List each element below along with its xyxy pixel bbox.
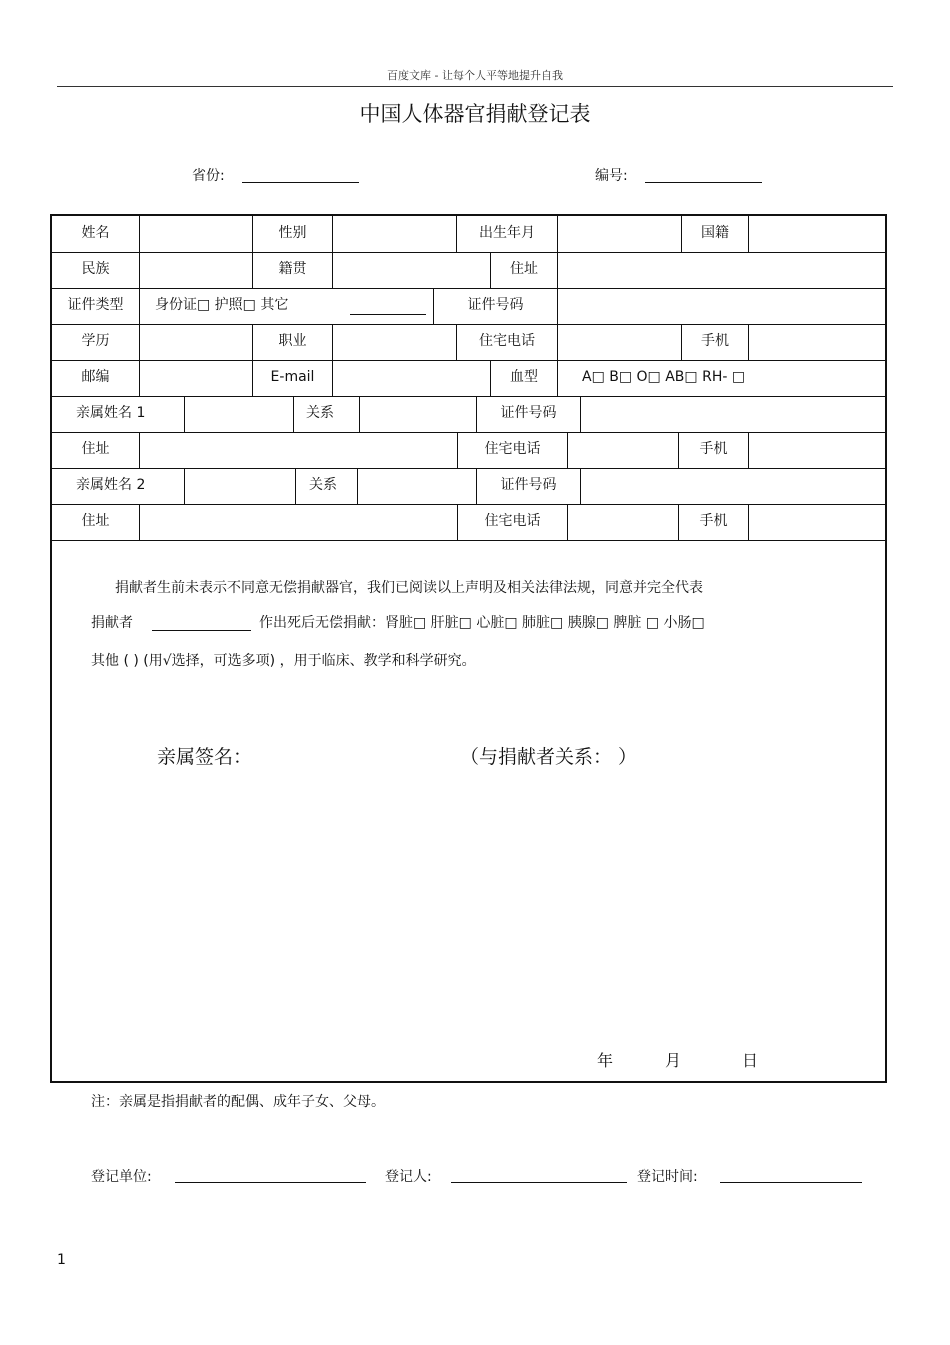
relative-2-name-label: 亲属姓名 2 [76,477,146,493]
relative-1-home-phone-label: 住宅电话 [457,432,567,468]
row-relative-1-address [52,432,885,469]
relative-2-id-field[interactable] [580,468,885,504]
consent-statement-line-3: 其他 ( ) (用√选择，可选多项) ，用于临床、教学和科学研究。 [91,653,476,669]
relative-2-home-phone-label: 住宅电话 [457,504,567,540]
number-field[interactable] [645,182,762,183]
id-number-label: 证件号码 [433,288,557,324]
registration-unit-label: 登记单位: [91,1169,152,1185]
header-rule [57,86,893,87]
relative-1-address-label: 住址 [81,441,110,457]
registration-time-field[interactable] [720,1182,862,1183]
document-header: 百度文库 - 让每个人平等地提升自我 [387,69,563,82]
relative-1-home-phone-field[interactable] [567,432,678,468]
relative-1-mobile-label: 手机 [678,432,748,468]
row-relative-2-address [52,504,885,541]
occupation-label: 职业 [252,324,332,360]
gender-label: 性别 [252,216,332,252]
email-field[interactable] [332,360,490,396]
relative-1-mobile-field[interactable] [748,432,885,468]
registrar-field[interactable] [451,1182,627,1183]
province-field[interactable] [242,182,359,183]
registration-time-label: 登记时间: [637,1169,698,1185]
row-ethnicity [52,252,885,289]
id-type-label: 证件类型 [67,297,124,313]
row-relative-1 [52,396,885,433]
id-type-options[interactable] [139,288,433,324]
relative-2-address-field[interactable] [139,504,457,540]
mobile-field[interactable] [748,324,885,360]
relative-1-relation-label: 关系 [293,396,359,432]
date-month-label: 月 [665,1051,682,1070]
home-phone-field[interactable] [557,324,681,360]
page-number: 1 [57,1252,66,1268]
form-title: 中国人体器官捐献登记表 [359,102,591,126]
row-postcode [52,360,885,397]
registration-form [50,214,887,1083]
registrar-label: 登记人: [385,1169,432,1185]
row-relative-2 [52,468,885,505]
address-label: 住址 [490,252,557,288]
relative-2-name-field[interactable] [184,468,295,504]
blood-type-options[interactable]: A□ B□ O□ AB□ RH- □ [557,360,885,396]
relative-2-id-label: 证件号码 [476,468,580,504]
relative-1-address-field[interactable] [139,432,457,468]
relative-2-mobile-field[interactable] [748,504,885,540]
birth-field[interactable] [557,216,681,252]
date-year-label: 年 [597,1051,614,1070]
relative-signature-label: 亲属签名： [157,746,253,768]
occupation-field[interactable] [332,324,456,360]
number-label: 编号: [595,168,628,184]
birth-label: 出生年月 [456,216,557,252]
ethnicity-field[interactable] [139,252,252,288]
name-field[interactable] [139,216,252,252]
id-type-other-field[interactable] [350,314,426,315]
relationship-to-donor: （与捐献者关系： ） [460,746,638,768]
relative-1-id-field[interactable] [580,396,885,432]
blood-type-label: 血型 [490,360,557,396]
relative-2-relation-field[interactable] [357,468,476,504]
native-place-label: 籍贯 [252,252,332,288]
native-place-field[interactable] [332,252,490,288]
ethnicity-label: 民族 [81,261,110,277]
row-id-type [52,288,885,325]
footnote: 注：亲属是指捐献者的配偶、成年子女、父母。 [91,1094,385,1110]
relative-1-name-label: 亲属姓名 1 [76,405,146,421]
consent-statement-line-1: 捐献者生前未表示不同意无偿捐献器官，我们已阅读以上声明及相关法律法规，同意并完全代表 [115,580,703,596]
postcode-label: 邮编 [81,369,110,385]
relative-2-mobile-label: 手机 [678,504,748,540]
email-label: E-mail [252,360,332,396]
nationality-field[interactable] [748,216,885,252]
donor-label: 捐献者 [91,615,133,631]
address-field[interactable] [557,252,885,288]
date-day-label: 日 [742,1051,759,1070]
row-basic-info [52,216,885,253]
id-number-field[interactable] [557,288,885,324]
home-phone-label: 住宅电话 [456,324,557,360]
postcode-field[interactable] [139,360,252,396]
relative-2-address-label: 住址 [81,513,110,529]
organ-selection-line[interactable]: 作出死后无偿捐献：肾脏□ 肝脏□ 心脏□ 肺脏□ 胰腺□ 脾脏 □ 小肠□ [259,615,705,631]
row-education [52,324,885,361]
donor-name-field[interactable] [152,630,251,631]
registration-unit-field[interactable] [175,1182,366,1183]
gender-field[interactable] [332,216,456,252]
nationality-label: 国籍 [681,216,748,252]
mobile-label: 手机 [681,324,748,360]
relative-2-relation-label: 关系 [295,468,357,504]
relative-1-id-label: 证件号码 [476,396,580,432]
relative-1-relation-field[interactable] [359,396,476,432]
education-field[interactable] [139,324,252,360]
province-label: 省份: [192,168,225,184]
id-type-options-text: 身份证□ 护照□ 其它 [155,297,289,313]
name-label: 姓名 [81,225,110,241]
relative-1-name-field[interactable] [184,396,293,432]
relative-2-home-phone-field[interactable] [567,504,678,540]
education-label: 学历 [81,333,110,349]
